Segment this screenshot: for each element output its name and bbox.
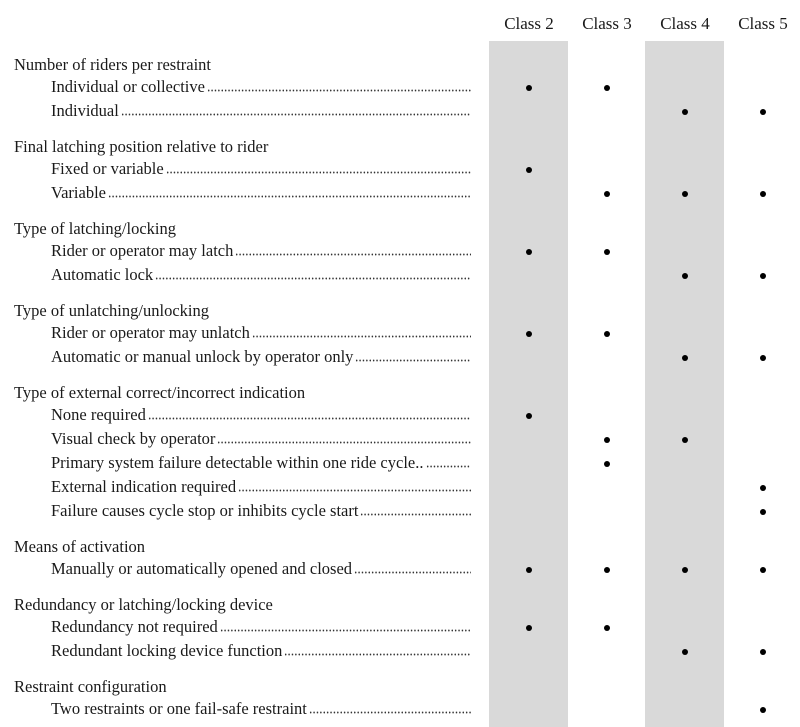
class-header-class-4: Class 4 — [660, 14, 710, 33]
requirement-row — [51, 159, 471, 179]
requirement-row — [51, 347, 471, 367]
requirement-row — [51, 453, 471, 473]
applies-dot-class-3 — [604, 331, 610, 337]
dot-leader — [207, 78, 471, 92]
dot-leader — [148, 406, 471, 420]
applies-dot-class-4 — [682, 355, 688, 361]
requirement-label: Variable — [51, 183, 106, 202]
applies-dot-class-2 — [526, 413, 532, 419]
class-header-class-3: Class 3 — [582, 14, 632, 33]
section-title: Type of external correct/incorrect indication — [14, 383, 306, 402]
applies-dot-class-4 — [682, 437, 688, 443]
requirement-label: Automatic lock — [51, 265, 154, 284]
requirement-label: Redundancy not required — [51, 617, 218, 636]
dot-leader — [121, 102, 471, 116]
section-title: Final latching position relative to rider — [14, 137, 269, 156]
applies-dot-class-2 — [526, 167, 532, 173]
applies-dot-class-5 — [760, 273, 766, 279]
applies-dot-class-2 — [526, 625, 532, 631]
dot-leader — [354, 560, 471, 574]
requirement-row — [51, 641, 471, 661]
dot-leader — [166, 160, 471, 174]
requirement-row — [51, 265, 471, 285]
requirement-label: Visual check by operator — [51, 429, 216, 448]
requirement-row — [51, 405, 471, 425]
applies-dot-class-5 — [760, 707, 766, 713]
section-title: Restraint configuration — [14, 677, 167, 696]
requirement-label: Automatic or manual unlock by operator only — [51, 347, 354, 366]
dot-leader — [108, 184, 471, 198]
dot-leader — [220, 618, 471, 632]
requirement-label: Rider or operator may unlatch — [51, 323, 250, 342]
applies-dot-class-2 — [526, 567, 532, 573]
requirement-row — [51, 77, 471, 97]
requirement-label: Manually or automatically opened and closed — [51, 559, 353, 578]
requirement-label: Individual or collective — [51, 77, 205, 96]
applies-dot-class-4 — [682, 567, 688, 573]
dot-leader — [426, 454, 472, 468]
requirement-label: External indication required — [51, 477, 237, 496]
requirement-label: Rider or operator may latch — [51, 241, 234, 260]
requirement-row — [51, 501, 471, 521]
requirement-label: Failure causes cycle stop or inhibits cycle start — [51, 501, 359, 520]
dot-leader — [235, 242, 471, 256]
class-header-class-2: Class 2 — [504, 14, 554, 33]
applies-dot-class-3 — [604, 191, 610, 197]
applies-dot-class-3 — [604, 249, 610, 255]
dot-leader — [284, 642, 471, 656]
requirement-row — [51, 617, 471, 637]
dot-leader — [217, 430, 471, 444]
applies-dot-class-3 — [604, 437, 610, 443]
requirement-label: Redundant locking device function — [51, 641, 283, 660]
requirement-row — [51, 323, 471, 343]
requirement-label: Primary system failure detectable within one ride cycle.. — [51, 453, 424, 472]
applies-dot-class-3 — [604, 461, 610, 467]
applies-dot-class-3 — [604, 567, 610, 573]
section-title: Type of unlatching/unlocking — [14, 301, 209, 320]
applies-dot-class-4 — [682, 109, 688, 115]
requirement-label: Fixed or variable — [51, 159, 164, 178]
applies-dot-class-2 — [526, 331, 532, 337]
dot-leader — [155, 266, 471, 280]
applies-dot-class-4 — [682, 273, 688, 279]
applies-dot-class-5 — [760, 191, 766, 197]
section-title: Type of latching/locking — [14, 219, 176, 238]
applies-dot-class-3 — [604, 625, 610, 631]
dot-leader — [252, 324, 471, 338]
applies-dot-class-3 — [604, 85, 610, 91]
applies-dot-class-5 — [760, 485, 766, 491]
section-title: Means of activation — [14, 537, 146, 556]
requirement-row — [51, 699, 471, 719]
applies-dot-class-5 — [760, 109, 766, 115]
requirement-row — [51, 429, 471, 449]
dot-leader — [238, 478, 471, 492]
dot-leader — [355, 348, 471, 362]
applies-dot-class-5 — [760, 355, 766, 361]
requirement-row — [51, 183, 471, 203]
requirement-row — [51, 477, 471, 497]
requirement-row — [51, 101, 471, 121]
applies-dot-class-2 — [526, 85, 532, 91]
requirement-label: Two restraints or one fail-safe restraint — [51, 699, 307, 718]
applies-dot-class-2 — [526, 249, 532, 255]
requirement-row — [51, 559, 471, 579]
applies-dot-class-5 — [760, 649, 766, 655]
requirement-row — [51, 241, 471, 261]
class-header-class-5: Class 5 — [738, 14, 788, 33]
dot-leader — [309, 700, 471, 714]
section-title: Redundancy or latching/locking device — [14, 595, 273, 614]
applies-dot-class-5 — [760, 509, 766, 515]
section-title: Number of riders per restraint — [14, 55, 212, 74]
requirement-label: None required — [51, 405, 146, 424]
applies-dot-class-4 — [682, 649, 688, 655]
class-column-band-class-4 — [645, 41, 724, 727]
applies-dot-class-4 — [682, 191, 688, 197]
dot-leader — [360, 502, 471, 516]
requirement-label: Individual — [51, 101, 119, 120]
applies-dot-class-5 — [760, 567, 766, 573]
